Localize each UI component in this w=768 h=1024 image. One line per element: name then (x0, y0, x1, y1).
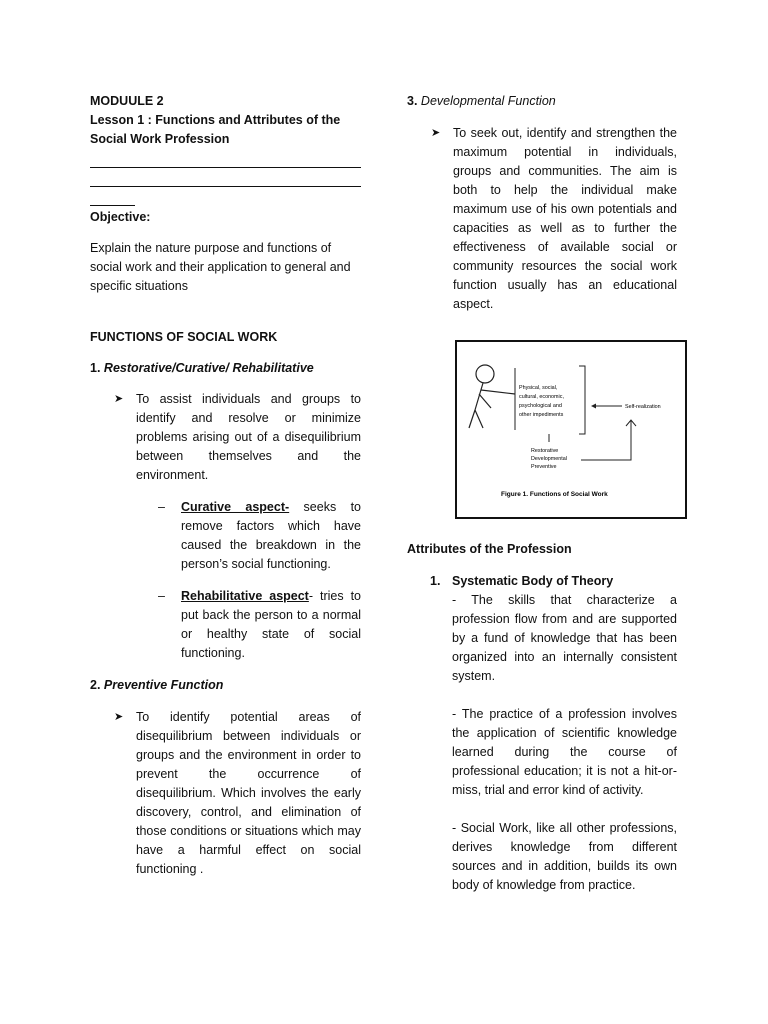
dash-bullet-icon: – (158, 589, 165, 603)
arrow-bullet-icon: ➤ (431, 127, 441, 139)
attribute-1-title: Systematic Body of Theory (452, 574, 614, 588)
objective-heading: Objective: (90, 210, 151, 224)
module-title: MODUULE 2 (90, 94, 164, 108)
function-2-bullet-text: To identify potential areas of disequilibrium between individuals or groups and the environment in order to prevent the occurrence of disequilibrium. Which involves the early discovery, control, and elimination of those conditions or situations which may have a harmful effect on social functioning . (136, 710, 361, 876)
function-1-title: Restorative/Curative/ Rehabilitative (103, 361, 314, 375)
function-2-title: Preventive Function (103, 678, 224, 692)
function-label: Developmental (531, 456, 567, 462)
function-3-bullet (407, 124, 677, 314)
functions-heading: FUNCTIONS OF SOCIAL WORK (90, 330, 278, 344)
function-1-bullet-text: To assist individuals and groups to identify and resolve or minimize problems arising out of a disequilibrium between themselves and the environment. (136, 392, 361, 482)
blank-line (90, 187, 135, 206)
person-icon (469, 365, 515, 428)
objective-text: Explain the nature purpose and functions of social work and their application to general and specific situations (90, 241, 351, 293)
impediment-line: other impediments (519, 412, 564, 418)
function-2-bullet (90, 708, 361, 879)
rehabilitative-aspect (90, 587, 361, 663)
arrow-bullet-icon: ➤ (114, 711, 124, 723)
arrowhead-icon (591, 404, 596, 409)
function-1-heading (90, 359, 361, 378)
feedback-arrow (581, 420, 636, 460)
function-3-bullet-text: To seek out, identify and strengthen the maximum potential in individuals, groups and communities. The aim is both to help the individual make maximum use of his own potentials and capacities as well as to further the effectiveness of available social or community resources the social work function usually has an educational aspect. (453, 126, 677, 311)
figure-diagram (457, 342, 685, 517)
function-label: Restorative (531, 448, 559, 454)
impediment-line: cultural, economic, (519, 394, 564, 400)
figure-functions-of-social-work (455, 340, 687, 519)
left-column (90, 92, 361, 879)
attribute-1-paragraph: - Social Work, like all other professions, derives knowledge from different sources and in addition, builds its own body of knowledge from practice. (452, 821, 677, 892)
rehabilitative-label: Rehabilitative aspect (181, 589, 309, 603)
impediment-line: psychological and (519, 403, 562, 409)
rehabilitative-text: - tries to put back the person to a normal or healthy state of social functioning. (181, 589, 361, 660)
function-1-number: 1. (90, 361, 101, 375)
function-3-number: 3. (407, 94, 418, 108)
curative-aspect (90, 498, 361, 574)
attribute-1-paragraph: - The skills that characterize a profession flow from and are supported by a fund of knowledge that has been organized into an internally consistent system. (452, 593, 677, 683)
attribute-1-paragraph: - The practice of a profession involves the application of scientific knowledge learned during the course of professional education; it is not a hit-or-miss, trial and error kind of activity. (452, 707, 677, 797)
attribute-1 (407, 572, 677, 895)
attributes-section (407, 540, 677, 895)
function-1-bullet (90, 390, 361, 485)
function-3-title: Developmental Function (420, 94, 556, 108)
function-label: Preventive (531, 464, 557, 470)
impediments-right-bracket (579, 366, 585, 434)
arrow-bullet-icon: ➤ (114, 393, 124, 405)
dash-bullet-icon: – (158, 500, 165, 514)
function-2-number: 2. (90, 678, 101, 692)
blank-line (90, 168, 361, 187)
blank-line (90, 149, 361, 168)
curative-label: Curative aspect- (181, 500, 290, 514)
impediment-line: Physical, social, (519, 385, 558, 391)
right-column (407, 92, 677, 314)
function-3-heading (407, 92, 677, 111)
function-2-heading (90, 676, 361, 695)
attribute-1-number: 1. (430, 574, 441, 588)
figure-caption: Figure 1. Functions of Social Work (501, 491, 608, 498)
self-realization-label: Self-realization (625, 404, 661, 410)
attributes-heading: Attributes of the Profession (407, 542, 572, 556)
lesson-title: Lesson 1 : Functions and Attributes of the Social Work Profession (90, 113, 341, 146)
curative-text: seeks to remove factors which have caused the breakdown in the person’s social functioning. (181, 500, 361, 571)
